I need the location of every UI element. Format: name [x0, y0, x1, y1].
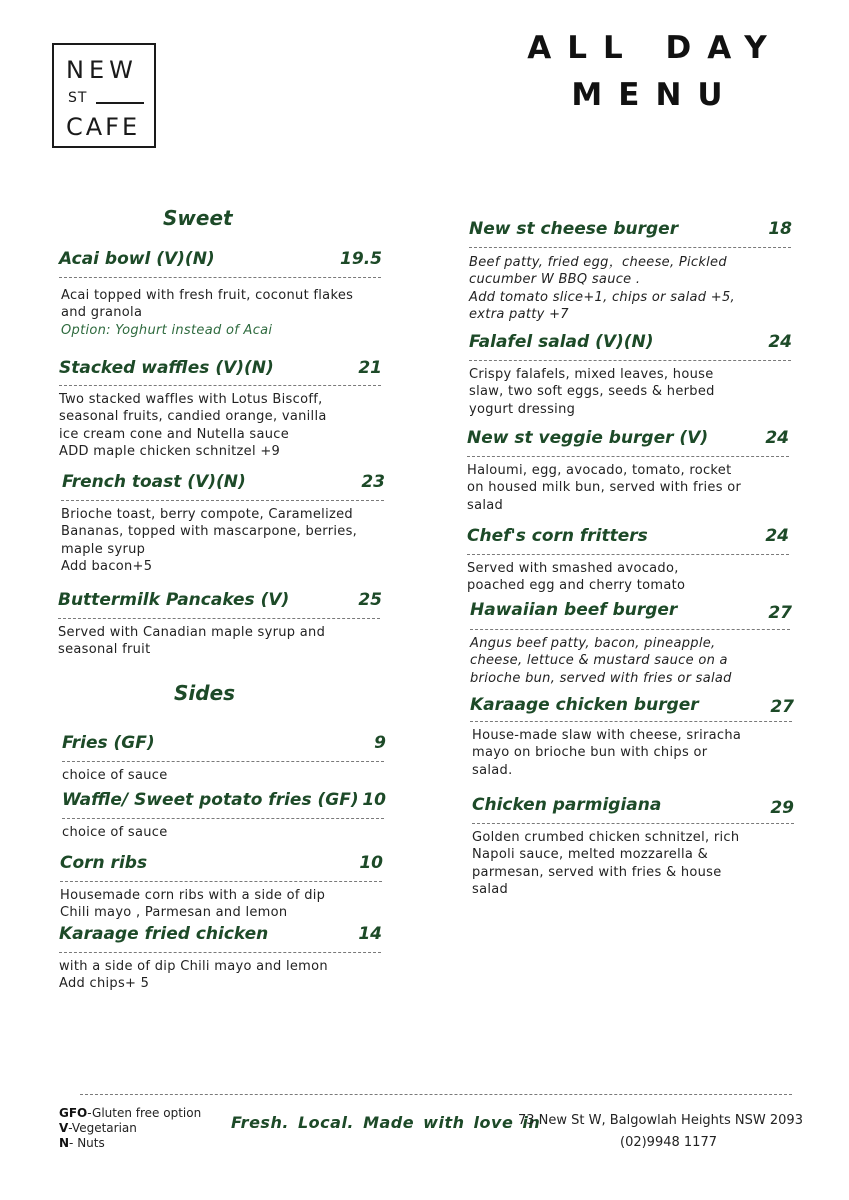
divider: [470, 629, 790, 630]
legend-text: -Gluten free option: [87, 1106, 202, 1120]
item-price-corn-fritters: 24: [765, 526, 789, 546]
desc-line: Napoli sauce, melted mozzarella &: [472, 847, 709, 863]
item-price-chicken-parmigiana: 29: [770, 798, 794, 818]
desc-line: maple syrup: [61, 541, 146, 557]
desc-line: House-made slaw with cheese, sriracha: [472, 728, 742, 743]
desc-line: Crispy falafels, mixed leaves, house: [469, 367, 714, 382]
item-price-corn-ribs: 10: [359, 853, 383, 873]
item-desc-stacked-waffles: [59, 391, 327, 461]
desc-line: seasonal fruits, candied orange, vanilla: [59, 409, 327, 425]
logo-line-cafe: CAFE: [66, 113, 141, 141]
item-name-veggie-burger: New st veggie burger (V): [467, 428, 709, 448]
desc-line: Add tomato slice+1, chips or salad +5,: [469, 289, 735, 305]
item-desc-acai-bowl: [61, 287, 353, 339]
desc-line: brioche bun, served with fries or salad: [470, 670, 732, 686]
desc-line: Add chips+ 5: [59, 976, 150, 992]
divider: [469, 247, 791, 248]
desc-line: on housed milk bun, served with fries or: [467, 480, 742, 496]
desc-line: ADD maple chicken schnitzel +9: [59, 444, 281, 460]
item-name-corn-fritters: Chef's corn fritters: [467, 526, 648, 546]
section-heading-sides: Sides: [174, 681, 236, 705]
item-price-acai-bowl: 19.5: [340, 249, 382, 269]
divider: [470, 721, 792, 722]
legend-item-v: [59, 1121, 201, 1136]
desc-line: Served with Canadian maple syrup and: [58, 625, 326, 640]
item-price-falafel-salad: 24: [768, 332, 792, 352]
desc-line: parmesan, served with fries & house: [472, 864, 722, 880]
legend-code: V: [59, 1121, 69, 1135]
desc-line: choice of sauce: [62, 768, 168, 783]
legend-text: - Nuts: [69, 1136, 105, 1150]
desc-line: mayo on brioche bun with chips or: [472, 745, 708, 761]
footer-divider: [80, 1094, 792, 1095]
item-name-karaage-fried-chicken: Karaage fried chicken: [59, 924, 269, 944]
item-name-french-toast: French toast (V)(N): [62, 472, 246, 492]
divider: [61, 500, 384, 501]
desc-line: Beef patty, fried egg，cheese, Pickled: [469, 255, 727, 270]
item-name-falafel-salad: Falafel salad (V)(N): [469, 332, 654, 352]
item-price-cheese-burger: 18: [768, 219, 792, 239]
item-name-hawaiian-beef-burger: Hawaiian beef burger: [470, 600, 678, 620]
desc-line: Served with smashed avocado,: [467, 561, 679, 576]
legend-text: -Vegetarian: [68, 1121, 137, 1135]
legend-code: GFO: [59, 1106, 88, 1120]
item-price-french-toast: 23: [361, 472, 385, 492]
item-desc-falafel-salad: [469, 366, 715, 418]
legend-item-gfo: [59, 1106, 201, 1121]
desc-line: salad: [472, 882, 509, 898]
item-name-karaage-chicken-burger: Karaage chicken burger: [470, 695, 699, 715]
cafe-logo: [52, 43, 156, 148]
desc-line: Angus beef patty, bacon, pineapple,: [470, 636, 716, 651]
legend-code: N: [59, 1136, 70, 1150]
desc-line: salad.: [472, 762, 513, 778]
footer-phone: (02)9948 1177: [620, 1135, 717, 1150]
item-name-acai-bowl: Acai bowl (V)(N): [59, 249, 215, 269]
divider: [62, 761, 384, 762]
item-desc-hawaiian-beef-burger: [470, 635, 732, 687]
desc-line: yogurt dressing: [469, 401, 576, 417]
item-desc-cheese-burger: [469, 254, 735, 324]
item-name-chicken-parmigiana: Chicken parmigiana: [472, 795, 662, 815]
desc-line: Brioche toast, berry compote, Caramelized: [61, 507, 353, 522]
desc-line: and granola: [61, 305, 143, 321]
logo-underline: [96, 102, 144, 104]
divider: [59, 952, 381, 953]
item-name-waffle-sweet-potato-fries: Waffle/ Sweet potato fries (GF): [62, 790, 359, 810]
divider: [59, 385, 381, 386]
item-desc-fries: [62, 767, 168, 784]
divider: [60, 881, 382, 882]
divider: [467, 554, 789, 555]
item-price-fries: 9: [374, 733, 386, 753]
desc-line: Acai topped with fresh fruit, coconut flakes: [61, 288, 354, 303]
desc-line: slaw, two soft eggs, seeds & herbed: [469, 384, 715, 400]
desc-line: Bananas, topped with mascarpone, berries,: [61, 524, 358, 540]
desc-line: Haloumi, egg, avocado, tomato, rocket: [467, 463, 732, 478]
desc-line: salad: [467, 497, 504, 513]
divider: [62, 818, 384, 819]
item-desc-karaage-fried-chicken: [59, 958, 328, 993]
item-price-karaage-fried-chicken: 14: [358, 924, 382, 944]
desc-line: Two stacked waffles with Lotus Biscoff,: [59, 392, 323, 407]
divider: [467, 456, 789, 457]
desc-line: with a side of dip Chili mayo and lemon: [59, 959, 328, 974]
item-option-acai-bowl: Option: Yoghurt instead of Acai: [61, 322, 273, 338]
footer-tagline: Fresh. Local. Made with love in: [231, 1113, 541, 1132]
item-desc-chicken-parmigiana: [472, 829, 739, 899]
menu-title-line1: ALL DAY: [527, 30, 783, 66]
divider: [58, 618, 380, 619]
desc-line: ice cream cone and Nutella sauce: [59, 426, 290, 442]
legend-item-n: [59, 1136, 201, 1151]
desc-line: cucumber W BBQ sauce .: [469, 272, 641, 288]
item-price-waffle-sweet-potato-fries: 10: [362, 790, 386, 810]
desc-line: Housemade corn ribs with a side of dip: [60, 888, 326, 903]
item-desc-veggie-burger: [467, 462, 741, 514]
desc-line: choice of sauce: [62, 825, 168, 840]
logo-line-st: ST: [68, 90, 88, 106]
item-price-buttermilk-pancakes: 25: [358, 590, 382, 610]
item-desc-french-toast: [61, 506, 357, 576]
item-desc-corn-fritters: [467, 560, 685, 595]
item-price-veggie-burger: 24: [765, 428, 789, 448]
item-desc-buttermilk-pancakes: [58, 624, 325, 659]
divider: [472, 823, 794, 824]
item-price-hawaiian-beef-burger: 27: [768, 603, 792, 623]
item-name-cheese-burger: New st cheese burger: [469, 219, 679, 239]
desc-line: cheese, lettuce & mustard sauce on a: [470, 653, 728, 669]
item-name-fries: Fries (GF): [62, 733, 155, 753]
desc-line: poached egg and cherry tomato: [467, 578, 686, 594]
divider: [469, 360, 791, 361]
dietary-legend: [59, 1106, 201, 1151]
item-price-karaage-chicken-burger: 27: [770, 697, 794, 717]
item-price-stacked-waffles: 21: [358, 358, 382, 378]
menu-title-line2: MENU: [571, 77, 739, 113]
logo-line-new: NEW: [66, 56, 138, 84]
section-heading-sweet: Sweet: [163, 206, 233, 230]
desc-line: extra patty +7: [469, 307, 569, 323]
footer-address: 73 New St W, Balgowlah Heights NSW 2093: [518, 1113, 803, 1128]
item-name-buttermilk-pancakes: Buttermilk Pancakes (V): [58, 590, 290, 610]
divider: [59, 277, 381, 278]
item-name-stacked-waffles: Stacked waffles (V)(N): [59, 358, 274, 378]
desc-line: seasonal fruit: [58, 642, 151, 658]
item-desc-karaage-chicken-burger: [472, 727, 741, 779]
item-desc-waffle-sweet-potato-fries: [62, 824, 168, 841]
item-desc-corn-ribs: [60, 887, 325, 922]
desc-line: Chili mayo , Parmesan and lemon: [60, 905, 288, 921]
desc-line: Golden crumbed chicken schnitzel, rich: [472, 830, 740, 845]
desc-line: Add bacon+5: [61, 559, 153, 575]
item-name-corn-ribs: Corn ribs: [60, 853, 148, 873]
